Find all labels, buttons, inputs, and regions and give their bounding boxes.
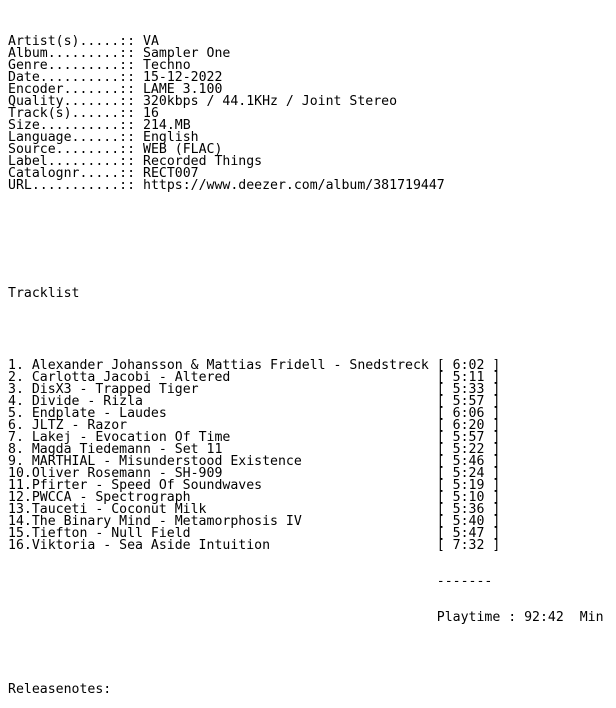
track-title: Tiefton - Null Field [31, 526, 191, 541]
track-time-open: [ [436, 382, 453, 397]
info-separator: :: [119, 34, 143, 49]
spacer [8, 216, 608, 228]
spacer [8, 648, 608, 660]
track-time-close: ] [484, 418, 501, 433]
track-number: 4. [8, 394, 24, 409]
track-number: 2. [8, 370, 24, 385]
track-time: 5:47 [452, 526, 485, 541]
info-key: Genre [8, 58, 48, 73]
info-key: Language [8, 130, 72, 145]
track-number: 6. [8, 418, 24, 433]
info-value: Sampler One [143, 46, 231, 61]
track-time: 5:40 [452, 514, 485, 529]
info-key: Artist(s) [8, 34, 80, 49]
track-time-open: [ [436, 358, 453, 373]
track-time-open: [ [436, 418, 453, 433]
track-time: 5:24 [452, 466, 485, 481]
track-padding [270, 538, 437, 553]
info-value: LAME 3.100 [142, 82, 223, 97]
info-key: Album [8, 46, 48, 61]
total-rule-indent [8, 574, 437, 589]
track-title: Carlotta Jacobi - Altered [31, 370, 231, 385]
info-dots: ........... [31, 178, 120, 193]
info-dots: ......... [47, 46, 120, 61]
info-value: WEB (FLAC) [143, 142, 223, 157]
info-dots: ..... [79, 34, 120, 49]
track-title: Magda Tiedemann - Set 11 [31, 442, 223, 457]
info-key: Track(s) [8, 106, 72, 121]
info-dots: ........ [55, 142, 120, 157]
track-time-open: [ [436, 502, 453, 517]
playtime-gap [564, 610, 580, 625]
track-number: 15. [8, 526, 32, 541]
track-time-close: ] [484, 502, 501, 517]
track-time-open: [ [436, 394, 453, 409]
track-number: 14. [8, 514, 32, 529]
track-time: 6:02 [452, 358, 485, 373]
track-time: 6:06 [452, 406, 485, 421]
nfo-text [8, 12, 608, 708]
track-time: 5:57 [452, 394, 485, 409]
track-title: DisX3 - Trapped Tiger [31, 382, 199, 397]
info-value: Techno [143, 58, 191, 73]
track-time-close: ] [484, 442, 501, 457]
info-value: VA [143, 34, 159, 49]
info-value: 15-12-2022 [143, 70, 223, 85]
info-value: 16 [143, 106, 159, 121]
track-time: 5:33 [452, 382, 485, 397]
track-time-close: ] [484, 538, 501, 553]
track-number: 16. [8, 538, 32, 553]
track-time-close: ] [484, 490, 501, 505]
track-number: 10. [8, 466, 32, 481]
track-title: Oliver Rosemann - SH-909 [31, 466, 223, 481]
track-number: 1. [8, 358, 24, 373]
track-time-open: [ [436, 490, 453, 505]
info-value: Recorded Things [143, 154, 263, 169]
info-key: Date [8, 70, 40, 85]
total-rule: ------- [436, 574, 493, 589]
info-key: Label [8, 154, 48, 169]
track-time: 5:46 [452, 454, 485, 469]
track-time: 7:32 [452, 538, 485, 553]
track-time-open: [ [436, 514, 453, 529]
track-time: 5:19 [452, 478, 485, 493]
total-rule-line [8, 576, 608, 588]
info-dots: ...... [71, 130, 120, 145]
releasenotes-heading: Releasenotes: [8, 682, 112, 697]
track-time-close: ] [484, 466, 501, 481]
tracklist-heading: Tracklist [8, 286, 80, 301]
spacer [8, 252, 608, 264]
playtime-label: Playtime : [436, 610, 525, 625]
info-value: English [143, 130, 199, 145]
track-time-close: ] [484, 454, 501, 469]
info-key: Quality [8, 94, 64, 109]
track-title: The Binary Mind - Metamorphosis IV [31, 514, 302, 529]
track-title: PWCCA - Spectrograph [31, 490, 191, 505]
info-separator: :: [119, 58, 143, 73]
info-separator: :: [119, 154, 143, 169]
info-value: RECT007 [143, 166, 199, 181]
info-key: Catalognr [8, 166, 80, 181]
track-number: 12. [8, 490, 32, 505]
track-time-close: ] [484, 526, 501, 541]
track-time-close: ] [484, 358, 501, 373]
info-row [8, 180, 608, 192]
playtime-unit: Min [579, 610, 604, 625]
track-title: MARTHIAL - Misunderstood Existence [31, 454, 302, 469]
track-title: Tauceti - Coconut Milk [31, 502, 207, 517]
track-time-open: [ [436, 466, 453, 481]
info-dots: .......... [39, 70, 120, 85]
track-time-open: [ [436, 430, 453, 445]
info-dots: ..... [79, 166, 120, 181]
info-block [8, 36, 608, 192]
info-separator: :: [119, 70, 143, 85]
track-time: 5:57 [452, 430, 485, 445]
track-time: 6:20 [452, 418, 485, 433]
info-dots: ......... [47, 58, 120, 73]
track-number: 9. [8, 454, 24, 469]
track-time-open: [ [436, 442, 453, 457]
track-time-close: ] [484, 394, 501, 409]
info-separator: :: [119, 166, 143, 181]
info-separator: :: [119, 82, 143, 97]
info-key: Encoder [8, 82, 64, 97]
track-title: JLTZ - Razor [31, 418, 128, 433]
info-key: Size [8, 118, 40, 133]
info-separator: :: [119, 46, 143, 61]
track-title: Alexander Johansson & Mattias Fridell - Snedstreck [31, 358, 429, 373]
track-time-open: [ [436, 454, 453, 469]
info-key: Source [8, 142, 56, 157]
info-separator: :: [119, 94, 143, 109]
info-dots: .......... [39, 118, 120, 133]
info-key: URL [8, 178, 32, 193]
info-value: https://www.deezer.com/album/381719447 [143, 178, 445, 193]
track-time-open: [ [436, 478, 453, 493]
track-time-open: [ [436, 538, 453, 553]
track-title: Endplate - Laudes [31, 406, 167, 421]
track-number: 11. [8, 478, 32, 493]
spacer [8, 324, 608, 336]
info-value: 320kbps / 44.1KHz / Joint Stereo [142, 94, 398, 109]
track-time-open: [ [436, 406, 453, 421]
info-separator: :: [119, 106, 143, 121]
playtime-line [8, 612, 608, 624]
track-time-close: ] [484, 478, 501, 493]
track-time-close: ] [484, 430, 501, 445]
track-time: 5:10 [452, 490, 485, 505]
track-number: 5. [8, 406, 24, 421]
info-dots: ...... [71, 106, 120, 121]
track-title: Lakej - Evocation Of Time [31, 430, 231, 445]
info-separator: :: [119, 130, 143, 145]
info-dots: ....... [63, 94, 120, 109]
track-number: 7. [8, 430, 24, 445]
track-time-open: [ [436, 370, 453, 385]
info-dots: ......... [47, 154, 120, 169]
tracklist [8, 360, 608, 552]
track-time-close: ] [484, 382, 501, 397]
track-time: 5:11 [452, 370, 485, 385]
track-number: 3. [8, 382, 24, 397]
track-time-close: ] [484, 370, 501, 385]
track-title: Pfirter - Speed Of Soundwaves [31, 478, 263, 493]
info-separator: :: [119, 178, 143, 193]
info-separator: :: [119, 142, 143, 157]
track-row [8, 540, 608, 552]
track-time: 5:36 [452, 502, 485, 517]
track-time-close: ] [484, 406, 501, 421]
track-number: 13. [8, 502, 32, 517]
playtime-indent [8, 610, 437, 625]
track-title: Divide - Rizla [31, 394, 143, 409]
track-time: 5:22 [452, 442, 485, 457]
track-title: Viktoria - Sea Aside Intuition [31, 538, 271, 553]
playtime-value: 92:42 [524, 610, 564, 625]
track-time-close: ] [484, 514, 501, 529]
info-value: 214.MB [143, 118, 191, 133]
track-time-open: [ [436, 526, 453, 541]
track-number: 8. [8, 442, 24, 457]
info-separator: :: [119, 118, 143, 133]
info-dots: ....... [63, 82, 120, 97]
